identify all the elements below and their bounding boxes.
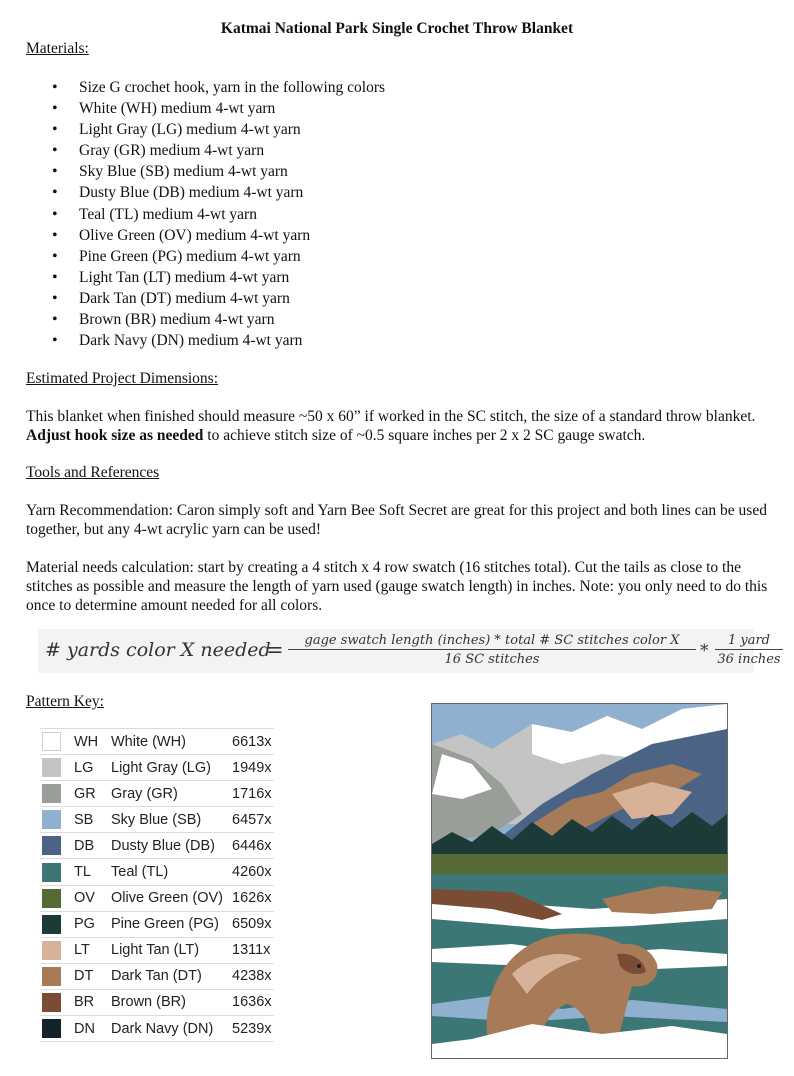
materials-item: • Olive Green (OV) medium 4-wt yarn	[28, 225, 385, 246]
tools-heading: Tools and References	[26, 464, 160, 481]
key-swatch-cell	[40, 911, 74, 937]
bear-eye	[637, 964, 641, 968]
bear-river-illustration	[432, 704, 727, 1058]
pattern-key-table	[40, 728, 274, 1042]
color-swatch	[42, 967, 61, 986]
color-swatch	[42, 915, 61, 934]
materials-item: • Dusty Blue (DB) medium 4-wt yarn	[28, 182, 385, 203]
key-color-name: Teal (TL)	[111, 859, 232, 885]
key-row	[40, 729, 274, 755]
key-row	[40, 937, 274, 963]
pattern-key-heading: Pattern Key:	[26, 693, 104, 710]
key-swatch-cell	[40, 885, 74, 911]
key-color-name: Sky Blue (SB)	[111, 807, 232, 833]
formula-fraction-2-numerator: 1 yard	[715, 633, 783, 650]
key-stitch-count: 4260x	[232, 859, 274, 885]
key-color-name: Dark Tan (DT)	[111, 963, 232, 989]
key-stitch-count: 1636x	[232, 989, 274, 1015]
key-swatch-cell	[40, 963, 74, 989]
key-color-name: Olive Green (OV)	[111, 885, 232, 911]
materials-heading: Materials:	[26, 40, 89, 57]
materials-item: • Light Gray (LG) medium 4-wt yarn	[28, 119, 385, 140]
key-code: OV	[74, 885, 111, 911]
key-row	[40, 885, 274, 911]
yardage-formula	[38, 629, 781, 673]
dimensions-text-end: to achieve stitch size of ~0.5 square inches per 2 x 2 SC gauge swatch.	[203, 427, 646, 444]
key-color-name: Pine Green (PG)	[111, 911, 232, 937]
key-code: PG	[74, 911, 111, 937]
document-title: Katmai National Park Single Crochet Throw Blanket	[220, 20, 574, 37]
olive-band	[432, 854, 727, 874]
key-row	[40, 911, 274, 937]
color-swatch	[42, 758, 61, 777]
key-stitch-count: 1949x	[232, 755, 274, 781]
key-code: BR	[74, 989, 111, 1015]
key-code: DB	[74, 833, 111, 859]
key-swatch-cell	[40, 1016, 74, 1042]
color-swatch	[42, 993, 61, 1012]
key-stitch-count: 6509x	[232, 911, 274, 937]
formula-fraction-1-numerator: gage swatch length (inches) * total # SC stitches color X	[288, 633, 696, 650]
materials-item: • Pine Green (PG) medium 4-wt yarn	[28, 246, 385, 267]
materials-item: • Dark Tan (DT) medium 4-wt yarn	[28, 288, 385, 309]
key-color-name: Light Gray (LG)	[111, 755, 232, 781]
color-swatch	[42, 836, 61, 855]
key-stitch-count: 1716x	[232, 781, 274, 807]
materials-item: • Brown (BR) medium 4-wt yarn	[28, 309, 385, 330]
key-code: SB	[74, 807, 111, 833]
key-row	[40, 1016, 274, 1042]
key-code: LG	[74, 755, 111, 781]
dimensions-text: This blanket when finished should measure ~50 x 60” if worked in the SC stitch, the size of a standard throw blanket.	[26, 408, 756, 425]
color-swatch	[42, 784, 61, 803]
key-stitch-count: 6446x	[232, 833, 274, 859]
color-swatch	[42, 941, 61, 960]
blanket-pattern-preview	[431, 703, 728, 1059]
key-color-name: Dusty Blue (DB)	[111, 833, 232, 859]
materials-item: • White (WH) medium 4-wt yarn	[28, 98, 385, 119]
key-stitch-count: 6613x	[232, 729, 274, 755]
key-stitch-count: 5239x	[232, 1016, 274, 1042]
key-stitch-count: 1311x	[232, 937, 274, 963]
yarn-recommendation: Yarn Recommendation: Caron simply soft and Yarn Bee Soft Secret are great for this project and both lines can be used together, but any 4-wt acrylic yarn can be used!	[26, 502, 767, 538]
dimensions-paragraph	[26, 407, 772, 445]
materials-item: • Light Tan (LT) medium 4-wt yarn	[28, 267, 385, 288]
key-color-name: Brown (BR)	[111, 989, 232, 1015]
material-calculation: Material needs calculation: start by creating a 4 stitch x 4 row swatch (16 stitches total). Cut the tails as close to the stitches as possible and measure the length of yarn used (gauge swatch length) in inches. Note: you only need to do this once to determine amount needed for all colors.	[26, 559, 768, 614]
color-swatch	[42, 732, 61, 751]
key-stitch-count: 4238x	[232, 963, 274, 989]
materials-item: • Teal (TL) medium 4-wt yarn	[28, 204, 385, 225]
dimensions-heading: Estimated Project Dimensions:	[26, 370, 219, 387]
key-row	[40, 755, 274, 781]
key-code: TL	[74, 859, 111, 885]
key-row	[40, 807, 274, 833]
key-row	[40, 781, 274, 807]
key-row	[40, 833, 274, 859]
key-swatch-cell	[40, 833, 74, 859]
color-swatch	[42, 810, 61, 829]
key-row	[40, 963, 274, 989]
formula-fraction-1	[288, 633, 696, 667]
key-code: DN	[74, 1016, 111, 1042]
key-code: GR	[74, 781, 111, 807]
key-swatch-cell	[40, 781, 74, 807]
key-code: LT	[74, 937, 111, 963]
formula-times: *	[700, 641, 709, 661]
key-swatch-cell	[40, 989, 74, 1015]
key-color-name: Light Tan (LT)	[111, 937, 232, 963]
key-color-name: Gray (GR)	[111, 781, 232, 807]
materials-list	[28, 77, 385, 351]
key-swatch-cell	[40, 859, 74, 885]
key-stitch-count: 6457x	[232, 807, 274, 833]
key-swatch-cell	[40, 937, 74, 963]
materials-item: • Sky Blue (SB) medium 4-wt yarn	[28, 161, 385, 182]
key-swatch-cell	[40, 729, 74, 755]
formula-fraction-2-denominator: 36 inches	[717, 652, 781, 667]
dimensions-bold-text: Adjust hook size as needed	[26, 427, 204, 444]
color-swatch	[42, 889, 61, 908]
materials-item: • Gray (GR) medium 4-wt yarn	[28, 140, 385, 161]
formula-equals: =	[266, 638, 284, 662]
key-color-name: Dark Navy (DN)	[111, 1016, 232, 1042]
formula-fraction-2	[715, 633, 783, 667]
key-color-name: White (WH)	[111, 729, 232, 755]
color-swatch	[42, 1019, 61, 1038]
key-code: DT	[74, 963, 111, 989]
color-swatch	[42, 863, 61, 882]
formula-lhs: # yards color X needed	[45, 639, 271, 661]
key-swatch-cell	[40, 807, 74, 833]
formula-fraction-1-denominator: 16 SC stitches	[444, 652, 540, 667]
key-row	[40, 989, 274, 1015]
key-swatch-cell	[40, 755, 74, 781]
key-stitch-count: 1626x	[232, 885, 274, 911]
key-row	[40, 859, 274, 885]
key-code: WH	[74, 729, 111, 755]
materials-item: • Dark Navy (DN) medium 4-wt yarn	[28, 330, 385, 351]
materials-item: • Size G crochet hook, yarn in the following colors	[28, 77, 385, 98]
